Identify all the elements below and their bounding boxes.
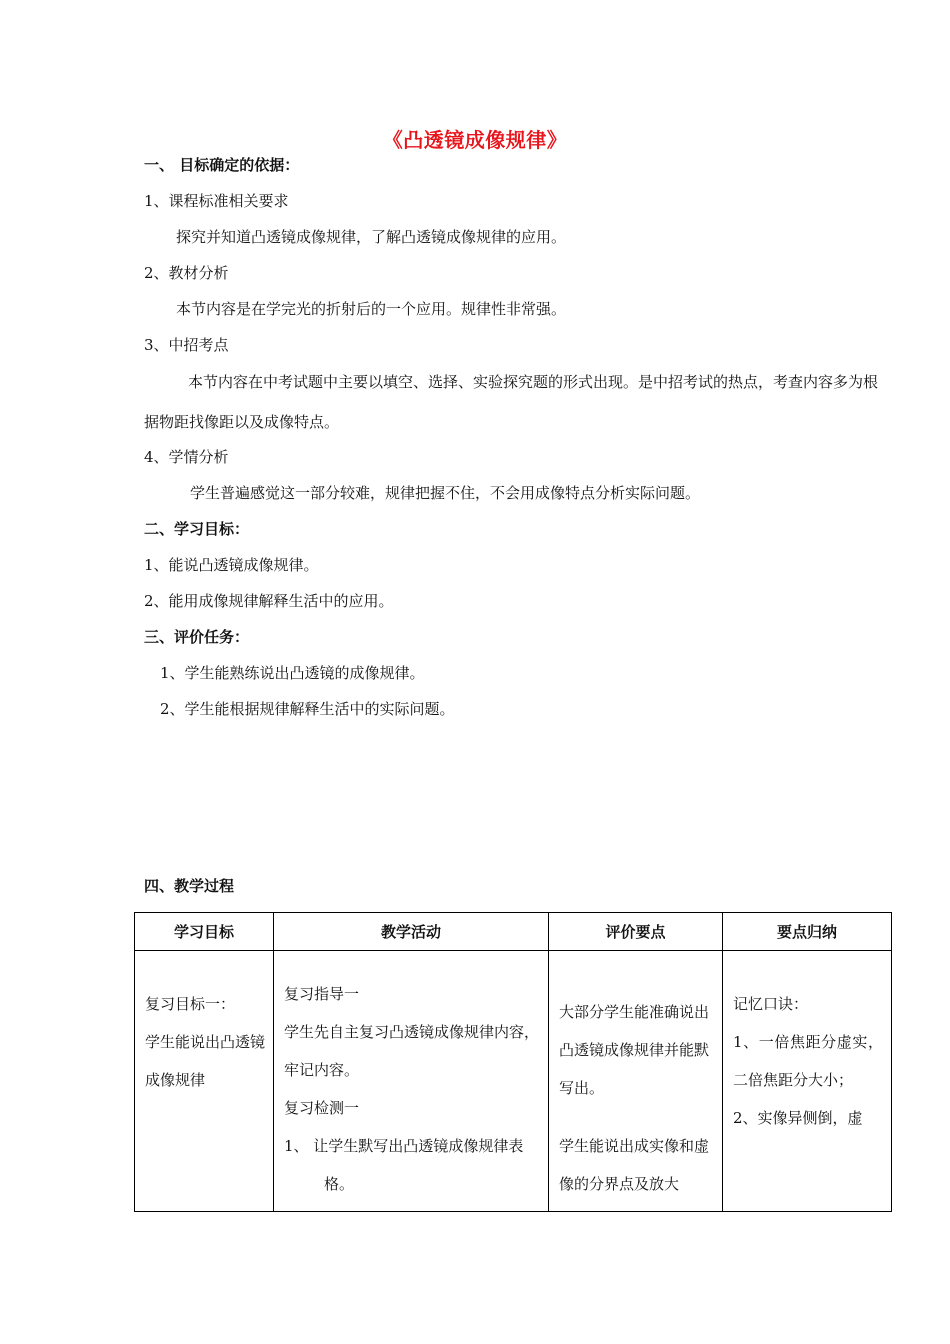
item-text-textbook: 本节内容是在学完光的折射后的一个应用。规律性非常强。 xyxy=(176,300,567,318)
item-text-students: 学生普遍感觉这一部分较难，规律把握不住，不会用成像特点分析实际问题。 xyxy=(190,484,701,502)
cell-evaluation-points xyxy=(549,951,723,1212)
item-label-textbook: 2、教材分析 xyxy=(144,264,229,282)
task-item-2: 2、学生能根据规律解释生活中的实际问题。 xyxy=(160,700,455,718)
test-title: 复习检测一 xyxy=(284,1099,360,1117)
goal-title: 复习目标一： xyxy=(145,995,236,1013)
document-title: 《凸透镜成像规律》 xyxy=(382,128,568,152)
header-learning-goal: 学习目标 xyxy=(135,913,274,951)
item-label-exam: 3、中招考点 xyxy=(144,336,229,354)
section-4-heading: 四、教学过程 xyxy=(144,877,235,895)
item-text-curriculum: 探究并知道凸透镜成像规律，了解凸透镜成像规律的应用。 xyxy=(176,228,567,246)
item-text-exam: 本节内容在中考试题中主要以填空、选择、实验探究题的形式出现。是中招考试的热点，考查内容多为根据物距找像距以及成像特点。 xyxy=(144,373,879,431)
evaluation-text-2: 学生能说出成实像和虚像的分界点及放大 xyxy=(559,1137,710,1193)
cell-teaching-activity xyxy=(274,951,549,1212)
mnemonic-line-1: 1、一倍焦距分虚实，二倍焦距分大小； xyxy=(733,1033,883,1089)
table-header-row xyxy=(135,913,892,951)
header-teaching-activity: 教学活动 xyxy=(274,913,549,951)
mnemonic-line-2: 2、实像异侧倒，虚 xyxy=(733,1109,863,1127)
goal-text: 学生能说出凸透镜成像规律 xyxy=(145,1033,266,1089)
cell-learning-goal xyxy=(135,951,274,1212)
test-item: 1、 让学生默写出凸透镜成像规律表格。 xyxy=(284,1137,524,1193)
section-1-heading: 一、 目标确定的依据： xyxy=(144,156,300,174)
guide-title: 复习指导一 xyxy=(284,985,360,1003)
item-label-curriculum: 1、课程标准相关要求 xyxy=(144,192,289,210)
mnemonic-label: 记忆口诀： xyxy=(733,995,809,1013)
header-evaluation-points: 评价要点 xyxy=(549,913,723,951)
item-label-students: 4、学情分析 xyxy=(144,448,229,466)
evaluation-text-1: 大部分学生能准确说出凸透镜成像规律并能默写出。 xyxy=(559,1003,710,1097)
section-3-heading: 三、评价任务： xyxy=(144,628,250,646)
teaching-process-table xyxy=(134,912,892,1212)
guide-text: 学生先自主复习凸透镜成像规律内容，牢记内容。 xyxy=(284,1023,540,1079)
cell-key-summary xyxy=(723,951,892,1212)
goal-item-1: 1、能说凸透镜成像规律。 xyxy=(144,556,319,574)
task-item-1: 1、学生能熟练说出凸透镜的成像规律。 xyxy=(160,664,425,682)
section-2-heading: 二、学习目标： xyxy=(144,520,250,538)
header-key-summary: 要点归纳 xyxy=(723,913,892,951)
table-row xyxy=(135,951,892,1212)
goal-item-2: 2、能用成像规律解释生活中的应用。 xyxy=(144,592,394,610)
